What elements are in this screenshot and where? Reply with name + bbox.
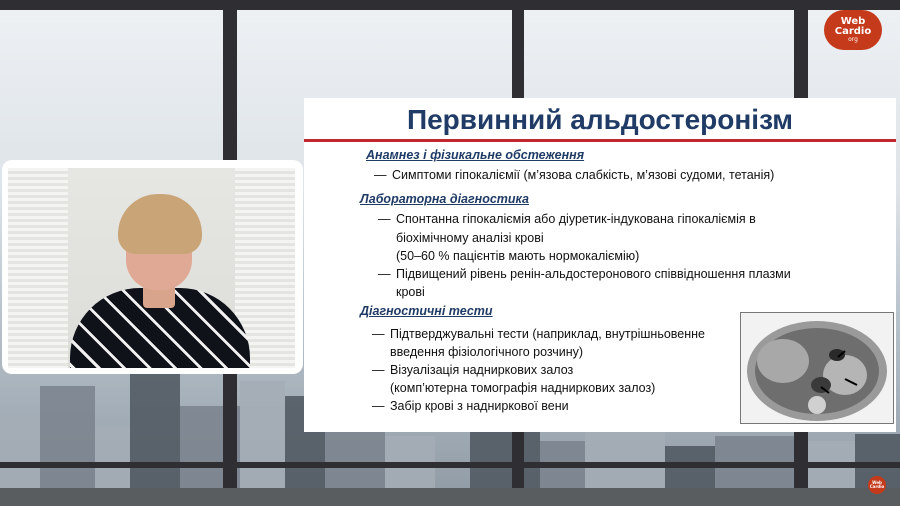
section-heading-tests: Діагностичні тести <box>360 304 493 318</box>
presentation-slide <box>304 98 896 432</box>
bullet-text: Підвищений рівень ренін-альдостеронового співвідношення плазми <box>396 267 791 281</box>
bullet-item <box>372 399 569 413</box>
bullet-continuation: введення фізіологічного розчину) <box>390 345 584 359</box>
bullet-text: Симптоми гіпокаліємії (м’язова слабкість, м’язові судоми, тетанія) <box>392 168 775 182</box>
bullet-text: Візуалізація надниркових залоз <box>390 363 574 377</box>
slide-title: Первинний альдостеронізм <box>406 104 794 135</box>
bullet-item <box>372 327 705 341</box>
bullet-text: Підтверджувальні тести (наприклад, внутрішньовенне <box>390 327 705 341</box>
dash-icon: — <box>378 212 391 226</box>
floor <box>0 488 900 506</box>
bullet-item <box>378 212 756 226</box>
logo-small-line1: Web <box>872 480 882 485</box>
webcam-video-frame <box>2 160 303 374</box>
ct-scan-graphic <box>741 313 893 423</box>
bullet-text: Спонтанна гіпокаліємія або діуретик-індукована гіпокаліємія в <box>396 212 756 226</box>
bullet-continuation: (50–60 % пацієнтів мають нормокаліємію) <box>396 249 640 263</box>
logo-line3: org <box>848 36 858 43</box>
bullet-continuation: крові <box>396 285 425 299</box>
bullet-item <box>378 267 791 281</box>
bullet-text: Забір крові з надниркової вени <box>390 399 569 413</box>
webcardio-logo-small <box>868 476 886 494</box>
logo-line2: Cardio <box>834 26 872 37</box>
bullet-item <box>372 363 573 377</box>
section-heading-history: Анамнез і фізикальне обстеження <box>366 148 585 162</box>
ct-scan-image <box>740 312 894 424</box>
bullet-continuation: (комп’ютерна томографія надниркових залоз) <box>390 381 656 395</box>
webcardio-logo[interactable] <box>824 10 882 50</box>
section-heading-lab: Лабораторна діагностика <box>360 192 530 206</box>
logo-line1: Web <box>840 16 866 27</box>
dash-icon: — <box>372 363 385 377</box>
window-blind-left <box>8 168 68 368</box>
dash-icon: — <box>372 399 385 413</box>
logo-small-line2: Cardio <box>869 484 885 489</box>
bullet-continuation: біохімічному аналізі крові <box>396 231 544 245</box>
dash-icon: — <box>374 168 387 182</box>
title-underline-bar <box>304 139 896 142</box>
webcam-feed <box>8 168 295 368</box>
presenter-hair <box>118 194 202 254</box>
dash-icon: — <box>378 267 391 281</box>
bullet-item <box>374 168 774 182</box>
dash-icon: — <box>372 327 385 341</box>
